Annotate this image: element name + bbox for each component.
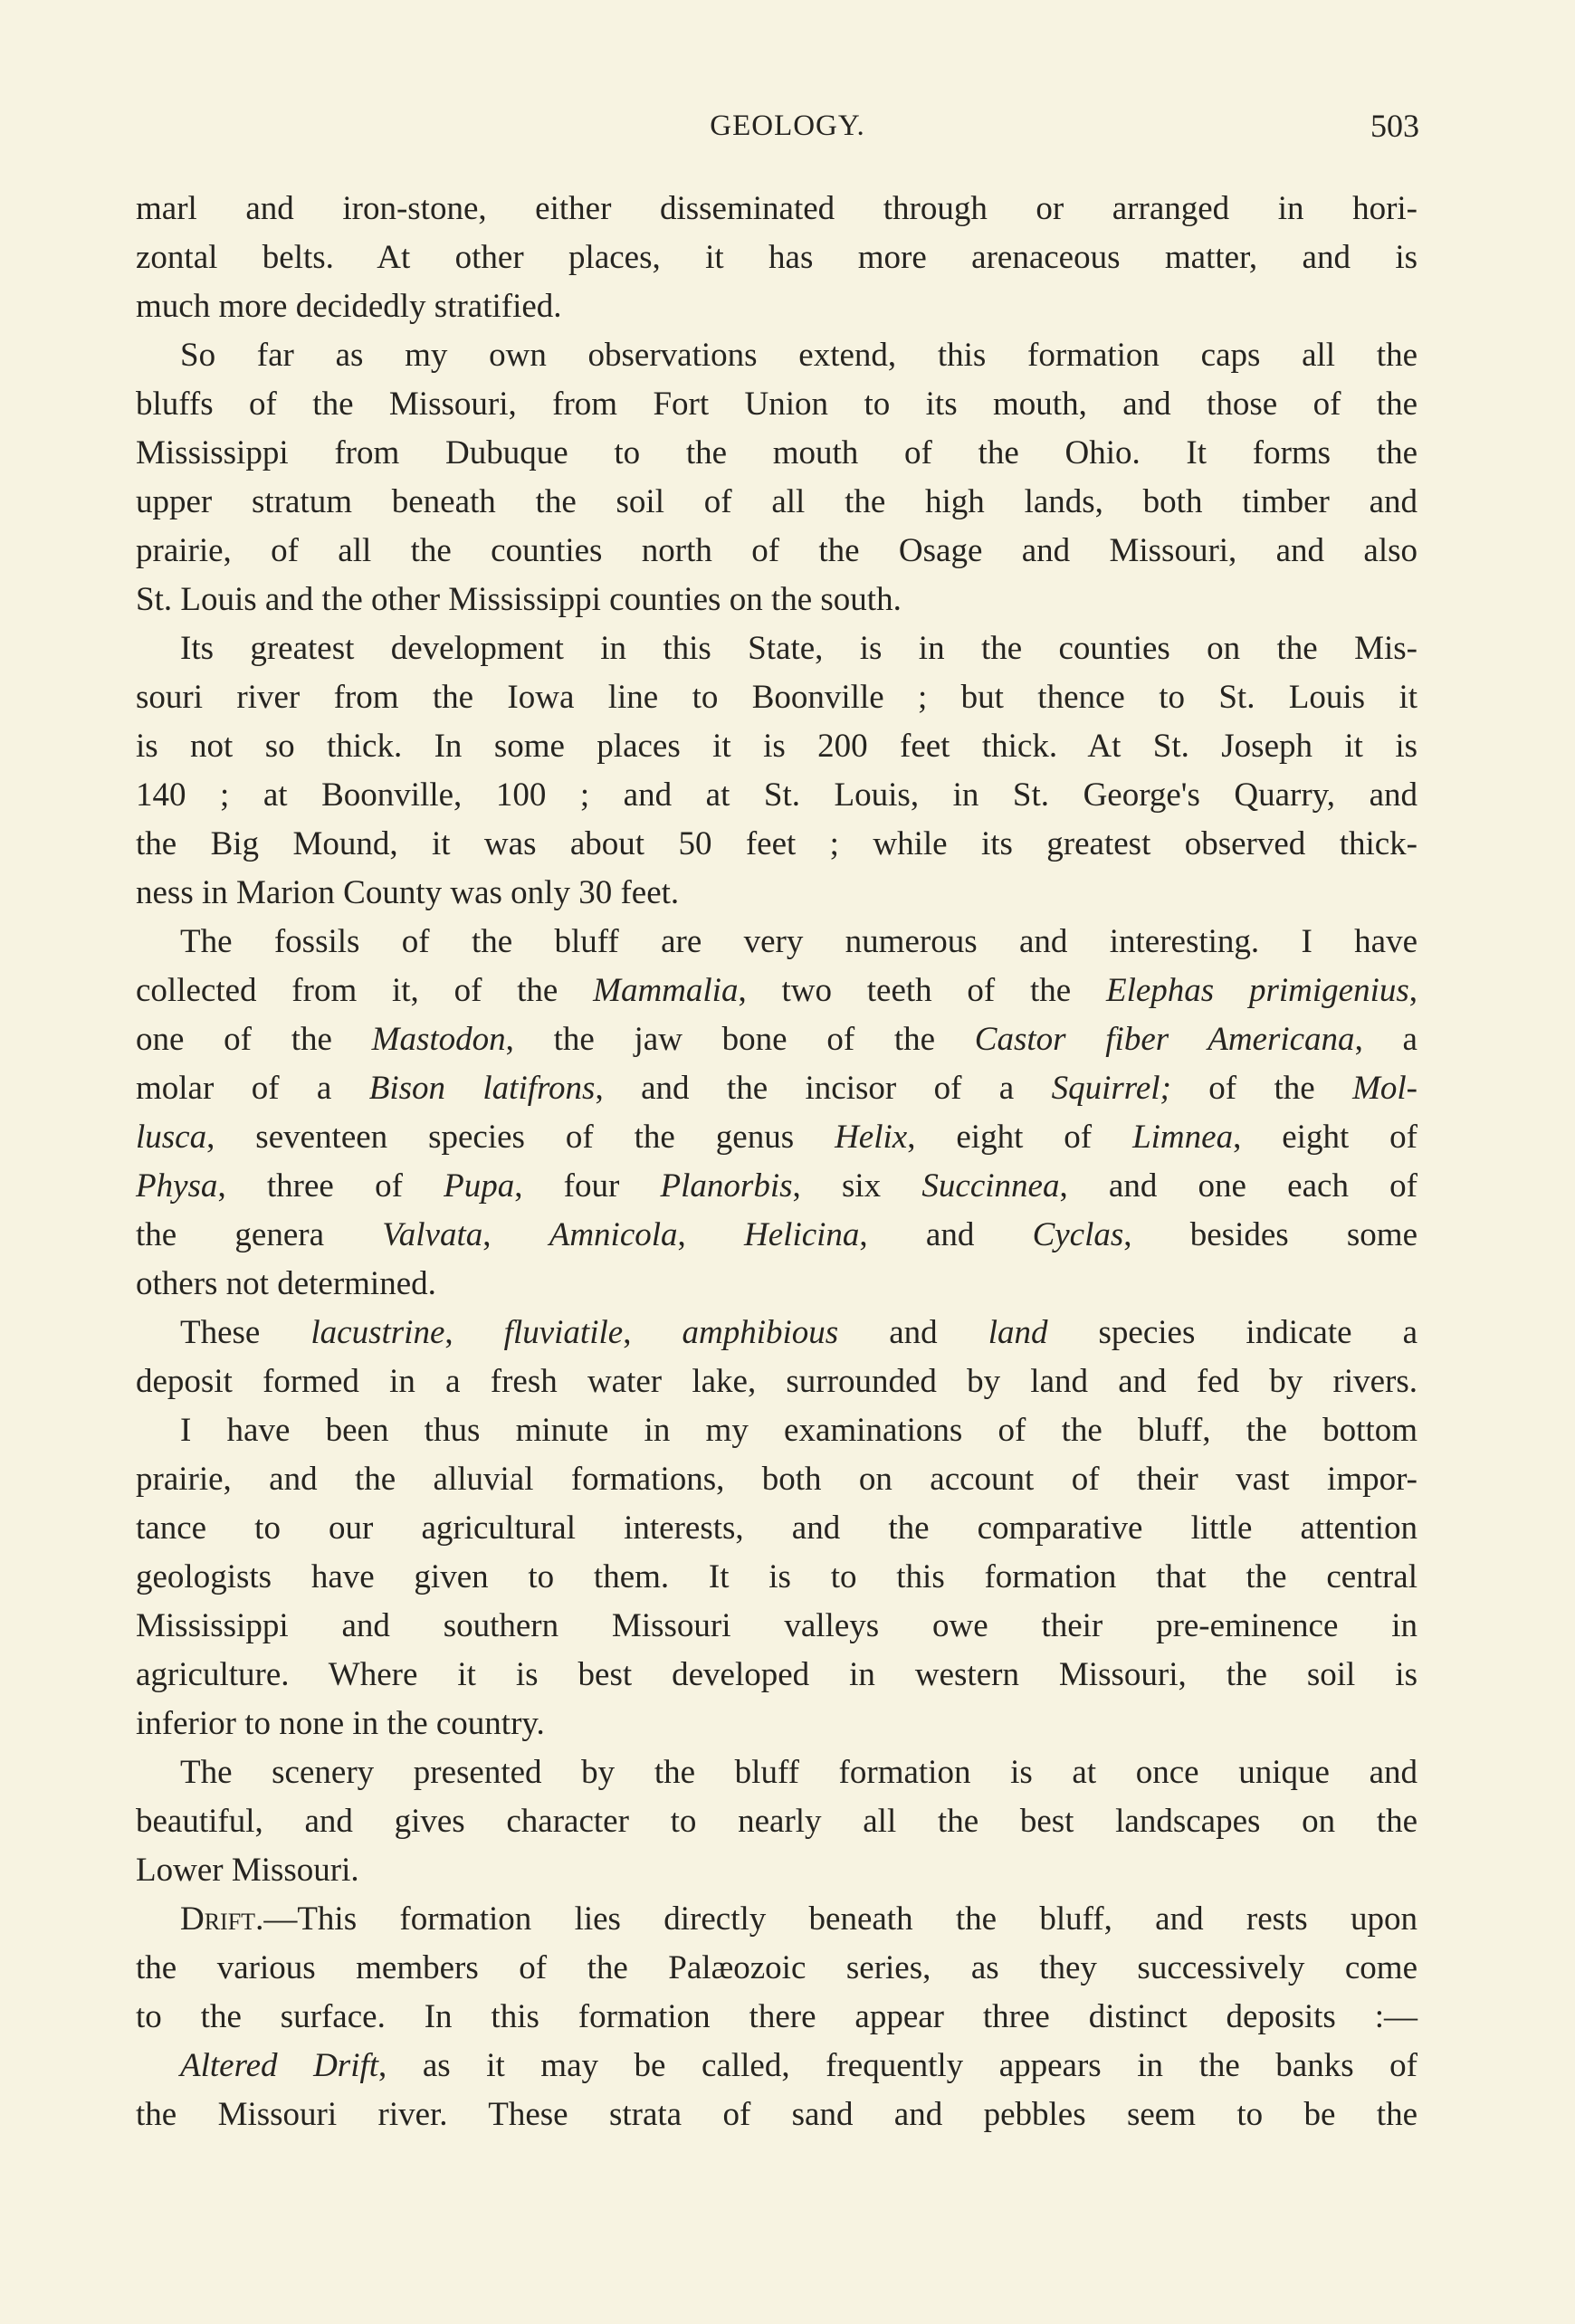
italic-text: Helix [835, 1119, 908, 1156]
italic-text: Helicina [744, 1216, 860, 1253]
text-segment: These [180, 1314, 311, 1351]
text-line [136, 331, 1418, 380]
text-segment: , seventeen species of the genus [206, 1119, 835, 1156]
text-line [136, 1260, 1418, 1309]
text-line [136, 1455, 1418, 1504]
text-segment: , besides some [1123, 1216, 1418, 1253]
text-line [136, 1651, 1418, 1700]
text-line [136, 1602, 1418, 1651]
text-segment: .—This formation lies directly beneath the bluff, and rests upon [255, 1900, 1418, 1938]
italic-text: Mol- [1352, 1070, 1418, 1107]
small-caps-heading: Drift [180, 1900, 256, 1938]
text-segment: species indicate a [1047, 1314, 1418, 1351]
text-line [136, 967, 1418, 1015]
text-line [136, 673, 1418, 722]
italic-text: Altered Drift [180, 2047, 379, 2084]
text-line [136, 1113, 1418, 1162]
text-segment: , the jaw bone of the [505, 1021, 975, 1058]
text-segment: I have been thus minute in my examinations of the bluff, the bottom [180, 1412, 1418, 1449]
text-line [136, 2042, 1418, 2091]
text-segment: , three of [217, 1167, 444, 1205]
text-segment: Mississippi from Dubuque to the mouth of the Ohio. It forms the [136, 434, 1418, 471]
text-segment: , and one each of [1059, 1167, 1418, 1205]
text-segment: inferior to none in the country. [136, 1705, 545, 1742]
text-segment: marl and iron-stone, either disseminated through or arranged in hori- [136, 190, 1418, 227]
body-text [136, 185, 1418, 2139]
text-segment: beautiful, and gives character to nearly all the best landscapes on the [136, 1803, 1418, 1840]
text-line [136, 1846, 1418, 1895]
text-line [136, 1357, 1418, 1406]
text-segment: The scenery presented by the bluff formation is at once unique and [180, 1754, 1418, 1791]
text-segment: to the surface. In this formation there appear three distinct deposits :— [136, 1998, 1418, 2035]
text-line [136, 918, 1418, 967]
italic-text: Physa [136, 1167, 218, 1205]
italic-text: Valvata [382, 1216, 483, 1253]
text-segment: others not determined. [136, 1265, 436, 1302]
italic-text: lusca [136, 1119, 207, 1156]
italic-text: Bison latifrons [368, 1070, 596, 1107]
italic-text: Mammalia [593, 972, 739, 1009]
text-line [136, 1748, 1418, 1797]
text-segment: , six [792, 1167, 922, 1205]
text-line [136, 1064, 1418, 1113]
italic-text: Castor fiber Americana [974, 1021, 1355, 1058]
text-segment: , [623, 1314, 682, 1351]
text-line [136, 722, 1418, 771]
text-line [136, 2091, 1418, 2139]
italic-text: fluviatile [503, 1314, 624, 1351]
text-segment: Its greatest development in this State, is in the counties on the Mis- [180, 630, 1418, 667]
text-segment: souri river from the Iowa line to Boonville ; but thence to St. Louis it [136, 679, 1418, 716]
text-line [136, 771, 1418, 820]
text-segment: So far as my own observations extend, this formation caps all the [180, 337, 1418, 374]
text-line [136, 1895, 1418, 1944]
text-segment: the Big Mound, it was about 50 feet ; while its greatest observed thick- [136, 825, 1418, 862]
text-segment: , [482, 1216, 549, 1253]
text-line [136, 820, 1418, 869]
text-line [136, 1211, 1418, 1260]
text-line [136, 527, 1418, 576]
text-line [136, 1944, 1418, 1993]
text-line [136, 869, 1418, 918]
italic-text: Squirrel; [1051, 1070, 1171, 1107]
text-segment: agriculture. Where it is best developed in western Missouri, the soil is [136, 1656, 1418, 1693]
italic-text: Pupa [444, 1167, 515, 1205]
text-segment: one of the [136, 1021, 372, 1058]
text-segment: the Missouri river. These strata of sand and pebbles seem to be the [136, 2096, 1418, 2133]
italic-text: Planorbis [660, 1167, 793, 1205]
text-segment: ness in Marion County was only 30 feet. [136, 874, 680, 911]
text-segment: , [444, 1314, 504, 1351]
text-line [136, 1993, 1418, 2042]
text-segment: , a [1354, 1021, 1418, 1058]
text-line [136, 282, 1418, 331]
italic-text: Mastodon [371, 1021, 506, 1058]
italic-text: Limnea [1132, 1119, 1234, 1156]
text-segment: , [677, 1216, 745, 1253]
running-title: GEOLOGY. [710, 110, 865, 142]
text-segment: , four [514, 1167, 661, 1205]
text-segment: , and the incisor of a [595, 1070, 1052, 1107]
text-line [136, 576, 1418, 624]
text-line [136, 233, 1418, 282]
italic-text: lacustrine [310, 1314, 445, 1351]
text-line [136, 1797, 1418, 1846]
text-line [136, 1162, 1418, 1211]
text-line [136, 429, 1418, 478]
text-segment: zontal belts. At other places, it has more arenaceous matter, and is [136, 239, 1418, 276]
text-segment: The fossils of the bluff are very numerous and interesting. I have [180, 923, 1418, 960]
text-line [136, 478, 1418, 527]
text-line [136, 1015, 1418, 1064]
text-segment: , and [859, 1216, 1033, 1253]
text-segment: prairie, of all the counties north of the Osage and Missouri, and also [136, 532, 1418, 569]
text-segment: deposit formed in a fresh water lake, surrounded by land and fed by rivers. [136, 1363, 1418, 1400]
text-line [136, 1504, 1418, 1553]
italic-text: Cyclas [1032, 1216, 1124, 1253]
text-segment: is not so thick. In some places it is 200 feet thick. At St. Joseph it is [136, 728, 1418, 765]
text-line [136, 1700, 1418, 1748]
text-segment: much more decidedly stratified. [136, 288, 562, 325]
text-segment: geologists have given to them. It is to this formation that the central [136, 1558, 1418, 1595]
text-segment: upper stratum beneath the soil of all the high lands, both timber and [136, 483, 1418, 520]
text-line [136, 380, 1418, 429]
text-segment: St. Louis and the other Mississippi counties on the south. [136, 581, 902, 618]
text-segment: , two teeth of the [738, 972, 1106, 1009]
text-segment: bluffs of the Missouri, from Fort Union to its mouth, and those of the [136, 386, 1418, 423]
text-segment: the various members of the Palæozoic series, as they successively come [136, 1949, 1418, 1986]
text-line [136, 1309, 1418, 1357]
text-line [136, 1553, 1418, 1602]
text-segment: prairie, and the alluvial formations, both on account of their vast impor- [136, 1461, 1418, 1498]
text-segment: of the [1170, 1070, 1353, 1107]
text-segment: molar of a [136, 1070, 369, 1107]
italic-text: Succinnea [921, 1167, 1060, 1205]
text-segment: 140 ; at Boonville, 100 ; and at St. Louis, in St. George's Quarry, and [136, 776, 1418, 814]
text-segment: , eight of [1233, 1119, 1418, 1156]
text-segment: the genera [136, 1216, 383, 1253]
text-line [136, 1406, 1418, 1455]
text-line [136, 185, 1418, 233]
text-segment: tance to our agricultural interests, and the comparative little attention [136, 1510, 1418, 1547]
text-segment: Lower Missouri. [136, 1852, 359, 1889]
text-segment: , as it may be called, frequently appears in the banks of [378, 2047, 1418, 2084]
text-segment: and [838, 1314, 988, 1351]
text-segment: collected from it, of the [136, 972, 594, 1009]
text-line [136, 624, 1418, 673]
page-number: 503 [1370, 108, 1419, 144]
text-segment: , eight of [907, 1119, 1133, 1156]
italic-text: Amnicola [549, 1216, 678, 1253]
text-segment: , [1408, 972, 1418, 1009]
italic-text: land [988, 1314, 1048, 1351]
italic-text: Elephas primigenius [1106, 972, 1409, 1009]
italic-text: amphibious [682, 1314, 839, 1351]
text-segment: Mississippi and southern Missouri valleys owe their pre-eminence in [136, 1607, 1418, 1644]
